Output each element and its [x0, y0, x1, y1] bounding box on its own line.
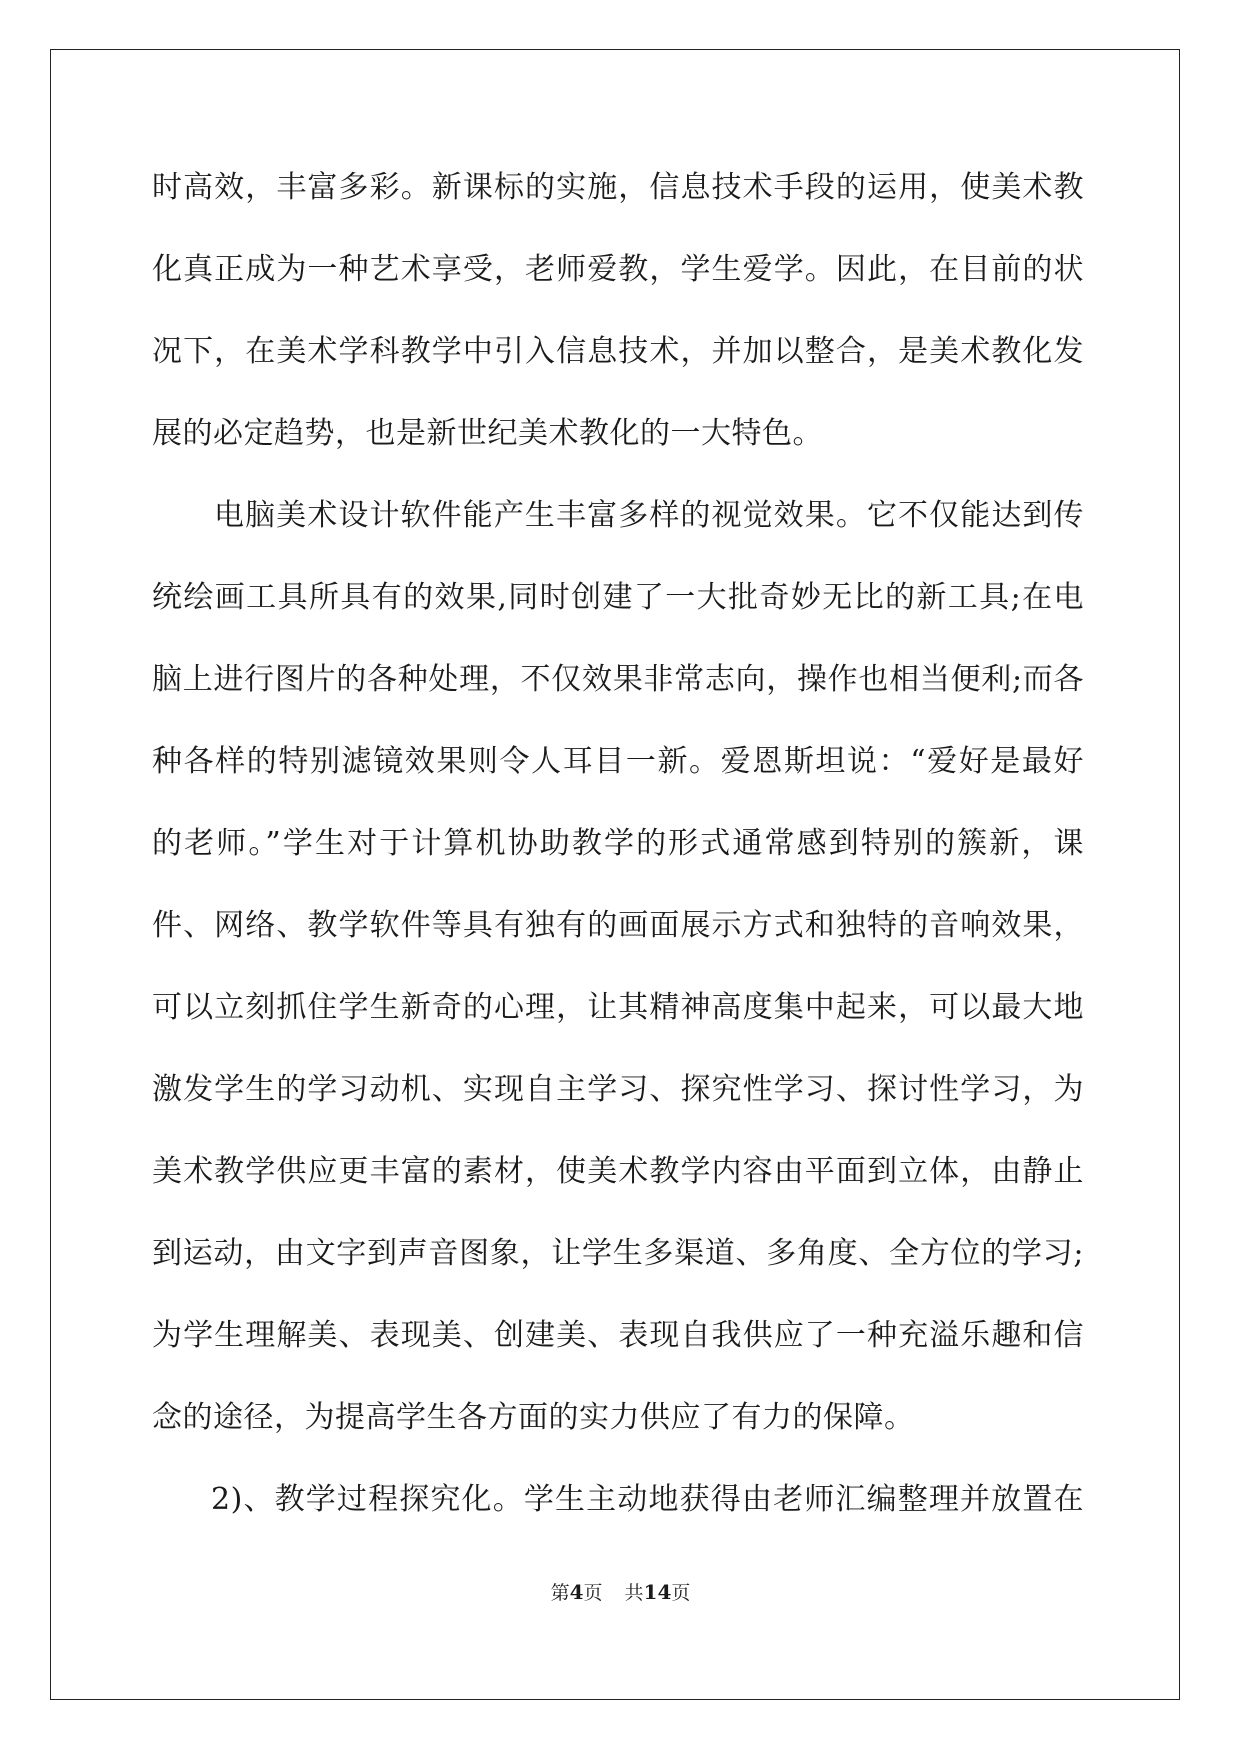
text-line: 念的途径，为提高学生各方面的实力供应了有力的保障。 [152, 1400, 915, 1435]
text-line: 件、网络、教学软件等具有独有的画面展示方式和独特的音响效果， [152, 908, 1084, 943]
text-line: 脑上进行图片的各种处理，不仅效果非常志向，操作也相当便利;而各 [152, 662, 1084, 697]
text-line: 展的必定趋势，也是新世纪美术教化的一大特色。 [152, 416, 823, 451]
text-line: 种各样的特别滤镜效果则令人耳目一新。爱恩斯坦说：“爱好是最好 [152, 744, 1084, 779]
total-prefix: 共 [624, 1582, 644, 1604]
total-pages: 14 [643, 1580, 672, 1604]
page-footer [0, 1578, 1241, 1605]
text-line: 化真正成为一种艺术享受，老师爱教，学生爱学。因此，在目前的状 [152, 252, 1084, 287]
page-suffix: 页 [583, 1582, 603, 1604]
text-line: 况下，在美术学科教学中引入信息技术，并加以整合，是美术教化发 [152, 334, 1084, 369]
text-line: 美术教学供应更丰富的素材，使美术教学内容由平面到立体，由静止 [152, 1154, 1084, 1189]
text-line: 激发学生的学习动机、实现自主学习、探究性学习、探讨性学习，为 [152, 1072, 1084, 1107]
document-body [152, 158, 1084, 1552]
text-line: 的老师。”学生对于计算机协助教学的形式通常感到特别的簇新，课 [152, 826, 1084, 861]
total-suffix: 页 [671, 1582, 691, 1604]
text-line: 到运动，由文字到声音图象，让学生多渠道、多角度、全方位的学习; [152, 1236, 1084, 1271]
text-line: 为学生理解美、表现美、创建美、表现自我供应了一种充溢乐趣和信 [152, 1318, 1084, 1353]
text-line: 电脑美术设计软件能产生丰富多样的视觉效果。它不仅能达到传 [214, 498, 1084, 533]
text-line: 可以立刻抓住学生新奇的心理，让其精神高度集中起来，可以最大地 [152, 990, 1084, 1025]
text-line: 统绘画工具所具有的效果,同时创建了一大批奇妙无比的新工具;在电 [152, 580, 1084, 615]
page-prefix: 第 [550, 1582, 570, 1604]
page-number: 4 [569, 1580, 584, 1604]
text-line: 时高效，丰富多彩。新课标的实施，信息技术手段的运用，使美术教 [152, 170, 1084, 205]
text-line: 2)、教学过程探究化。学生主动地获得由老师汇编整理并放置在 [211, 1482, 1084, 1517]
